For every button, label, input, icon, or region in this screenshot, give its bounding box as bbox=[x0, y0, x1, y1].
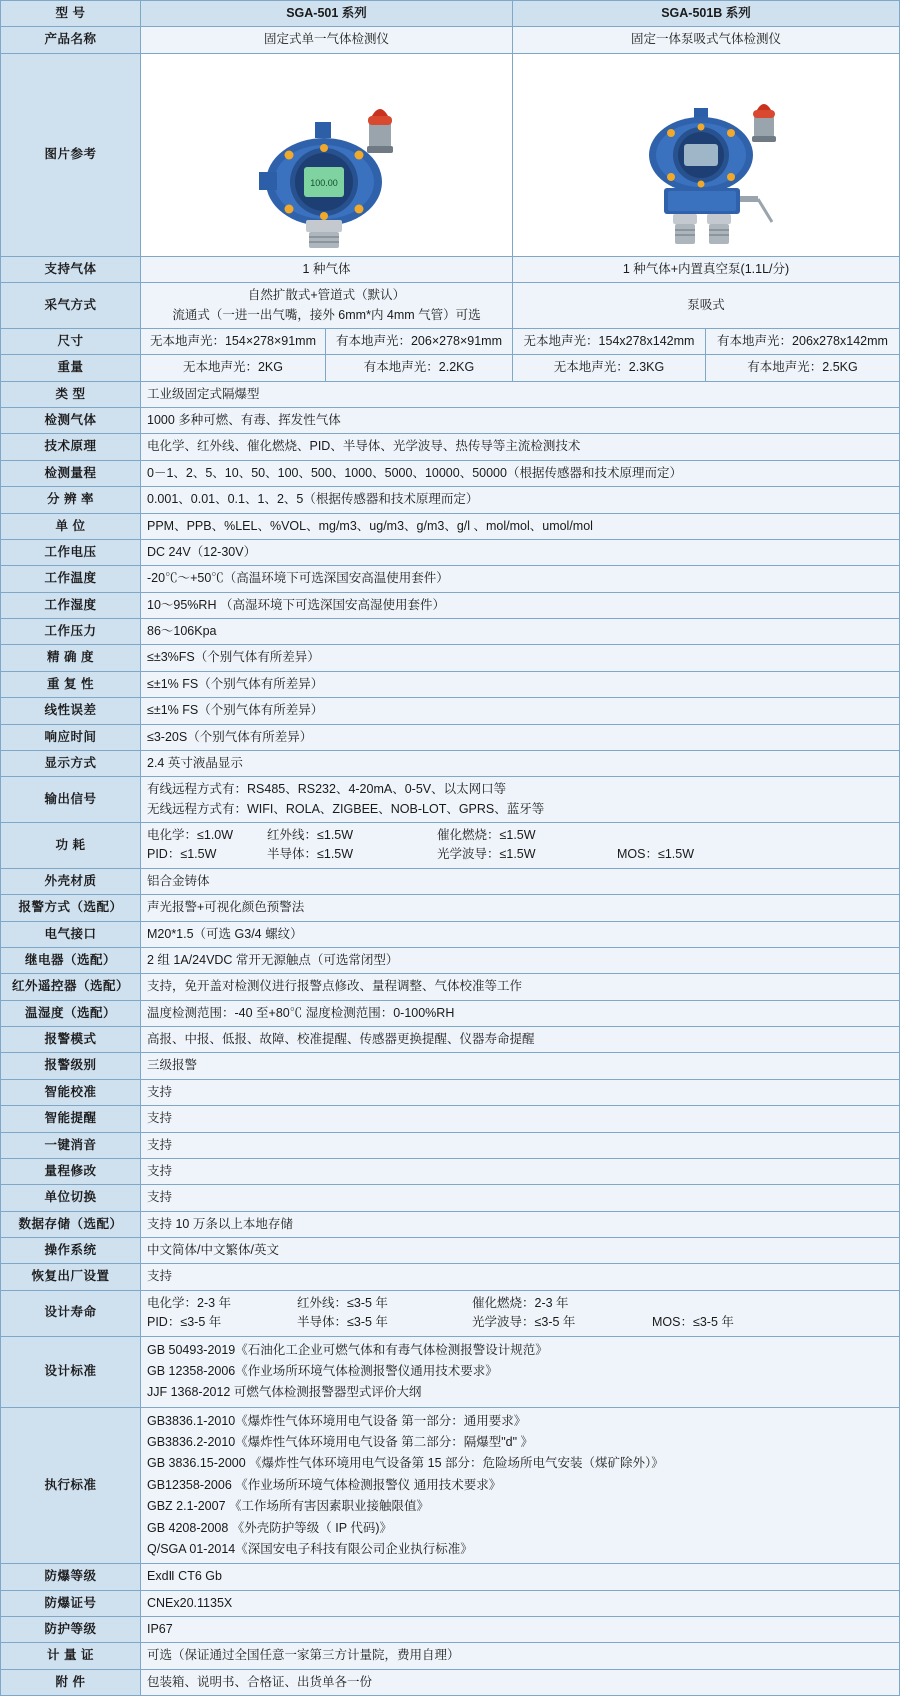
detector-illustration bbox=[197, 60, 457, 250]
power-line-2 bbox=[147, 845, 893, 864]
row-value: 0.001、0.01、0.1、1、2、5（根据传感器和技术原理而定） bbox=[141, 487, 900, 513]
row-value: -20℃～+50℃（高温环境下可选深国安高温使用套件） bbox=[141, 566, 900, 592]
product-name-col1: 固定式单一气体检测仪 bbox=[141, 27, 513, 53]
table-row-accuracy bbox=[1, 645, 900, 671]
life-key: 电化学： bbox=[147, 1295, 198, 1310]
table-row-operating-system bbox=[1, 1238, 900, 1264]
design-life-value bbox=[141, 1290, 900, 1336]
row-value: 支持 10 万条以上本地存储 bbox=[141, 1211, 900, 1237]
device-image-col1 bbox=[141, 53, 513, 256]
row-value: 2.4 英寸液晶显示 bbox=[141, 750, 900, 776]
row-label: 单位切换 bbox=[1, 1185, 141, 1211]
supported-gas-col1: 1 种气体 bbox=[141, 256, 513, 282]
supported-gas-col2: 1 种气体+内置真空泵(1.1L/分) bbox=[513, 256, 900, 282]
sampling-line-2: 流通式（一进一出气嘴，接外 6mm*内 4mm 气管）可选 bbox=[172, 307, 481, 322]
output-line-1: 有线远程方式有：RS485、RS232、4-20mA、0-5V、以太网口等 bbox=[147, 782, 507, 797]
power-val: ≤1.5W bbox=[317, 847, 354, 862]
table-row-execution-standards bbox=[1, 1407, 900, 1564]
power-val: ≤1.5W bbox=[180, 847, 217, 862]
table-row-humidity bbox=[1, 592, 900, 618]
product-name-col2: 固定一体泵吸式气体检测仪 bbox=[513, 27, 900, 53]
table-row-design-life bbox=[1, 1290, 900, 1336]
row-value: 支持 bbox=[141, 1158, 900, 1184]
table-row-unit-switch bbox=[1, 1185, 900, 1211]
row-label: 分 辨 率 bbox=[1, 487, 141, 513]
design-standards-value bbox=[141, 1336, 900, 1407]
row-value: 支持 bbox=[141, 1185, 900, 1211]
life-val: ≤3-5 年 bbox=[347, 1315, 388, 1330]
dimensions-b: 有本地声光：206×278×91mm bbox=[326, 328, 513, 354]
row-label: 智能校准 bbox=[1, 1079, 141, 1105]
row-label: 执行标准 bbox=[1, 1407, 141, 1564]
table-row-product-name bbox=[1, 27, 900, 53]
weight-a: 无本地声光：2KG bbox=[141, 355, 326, 381]
table-row-sampling-method bbox=[1, 283, 900, 329]
power-electrochemical bbox=[147, 826, 267, 845]
life-infrared bbox=[297, 1294, 472, 1313]
table-row-alarm-method bbox=[1, 895, 900, 921]
row-value: 86～106Kpa bbox=[141, 619, 900, 645]
life-optical bbox=[472, 1313, 652, 1332]
life-catalytic bbox=[472, 1294, 652, 1313]
table-row-measurement-cert bbox=[1, 1643, 900, 1669]
execution-standard-line: GB 3836.15-2000 《爆炸性气体环境用电气设备第 15 部分：危险场所电气安装（煤矿除外）》 bbox=[147, 1456, 664, 1471]
power-key: 电化学： bbox=[147, 828, 198, 842]
detector-pump-illustration bbox=[576, 60, 836, 250]
table-row-weight bbox=[1, 355, 900, 381]
row-value: 电化学、红外线、催化燃烧、PID、半导体、光学波导、热传导等主流检测技术 bbox=[141, 434, 900, 460]
row-label: 单 位 bbox=[1, 513, 141, 539]
power-key: PID： bbox=[147, 847, 181, 862]
row-label: 类 型 bbox=[1, 381, 141, 407]
sampling-method-col1 bbox=[141, 283, 513, 329]
table-row-alarm-mode bbox=[1, 1027, 900, 1053]
power-val: ≤1.5W bbox=[499, 847, 536, 862]
table-row-housing-material bbox=[1, 868, 900, 894]
row-value: 工业级固定式隔爆型 bbox=[141, 381, 900, 407]
life-val: ≤3-5 年 bbox=[347, 1295, 388, 1310]
row-value: IP67 bbox=[141, 1617, 900, 1643]
model-col2-header: SGA-501B 系列 bbox=[513, 1, 900, 27]
table-row-output-signal bbox=[1, 777, 900, 823]
power-key: 催化燃烧： bbox=[437, 828, 500, 842]
row-value: 支持 bbox=[141, 1106, 900, 1132]
row-value: 铝合金铸体 bbox=[141, 868, 900, 894]
row-label: 防爆证号 bbox=[1, 1590, 141, 1616]
row-label: 功 耗 bbox=[1, 823, 141, 869]
row-label: 工作压力 bbox=[1, 619, 141, 645]
table-row-accessories bbox=[1, 1669, 900, 1695]
table-row-range bbox=[1, 460, 900, 486]
life-key: 催化燃烧： bbox=[472, 1295, 535, 1310]
power-val: ≤1.5W bbox=[499, 828, 536, 842]
table-row-response-time bbox=[1, 724, 900, 750]
row-label: 继电器（选配） bbox=[1, 947, 141, 973]
row-value: ≤3-20S（个别气体有所差异） bbox=[141, 724, 900, 750]
row-label: 响应时间 bbox=[1, 724, 141, 750]
row-label: 工作湿度 bbox=[1, 592, 141, 618]
row-label: 红外遥控器（选配） bbox=[1, 974, 141, 1000]
row-label: 防护等级 bbox=[1, 1617, 141, 1643]
row-value: 中文简体/中文繁体/英文 bbox=[141, 1238, 900, 1264]
row-label: 电气接口 bbox=[1, 921, 141, 947]
row-value: DC 24V（12-30V） bbox=[141, 539, 900, 565]
table-row-repeatability bbox=[1, 671, 900, 697]
row-label: 一键消音 bbox=[1, 1132, 141, 1158]
life-electrochemical bbox=[147, 1294, 297, 1313]
life-key: 红外线： bbox=[297, 1295, 348, 1310]
table-row-electrical-interface bbox=[1, 921, 900, 947]
power-key: MOS： bbox=[617, 847, 658, 862]
table-row-dimensions bbox=[1, 328, 900, 354]
life-val: 2-3 年 bbox=[197, 1295, 232, 1310]
power-val: ≤1.5W bbox=[657, 847, 695, 862]
execution-standard-line: GB3836.1-2010《爆炸性气体环境用电气设备 第一部分：通用要求》 bbox=[147, 1413, 527, 1428]
power-val: ≤1.5W bbox=[317, 828, 354, 842]
row-label: 线性误差 bbox=[1, 698, 141, 724]
row-label: 输出信号 bbox=[1, 777, 141, 823]
row-label: 外壳材质 bbox=[1, 868, 141, 894]
row-label: 尺寸 bbox=[1, 328, 141, 354]
row-label: 计 量 证 bbox=[1, 1643, 141, 1669]
row-value: 声光报警+可视化颜色预警法 bbox=[141, 895, 900, 921]
row-label: 恢复出厂设置 bbox=[1, 1264, 141, 1290]
execution-standard-line: GB3836.2-2010《爆炸性气体环境用电气设备 第二部分：隔爆型"d" 》 bbox=[147, 1435, 534, 1449]
pump-suction-gas-detector-image bbox=[519, 57, 893, 253]
power-catalytic bbox=[437, 826, 617, 845]
table-row-temperature bbox=[1, 566, 900, 592]
weight-c: 无本地声光：2.3KG bbox=[513, 355, 706, 381]
power-pid bbox=[147, 845, 267, 864]
row-value: 0－1、2、5、10、50、100、500、1000、5000、10000、50000（根据传感器和技术原理而定） bbox=[141, 460, 900, 486]
row-value: 包装箱、说明书、合格证、出货单各一份 bbox=[141, 1669, 900, 1695]
row-value: 三级报警 bbox=[141, 1053, 900, 1079]
row-label: 支持气体 bbox=[1, 256, 141, 282]
dimensions-a: 无本地声光：154×278×91mm bbox=[141, 328, 326, 354]
life-mos bbox=[652, 1313, 893, 1332]
dimensions-d: 有本地声光：206x278x142mm bbox=[706, 328, 900, 354]
row-label: 工作电压 bbox=[1, 539, 141, 565]
output-line-2: 无线远程方式有：WIFI、ROLA、ZIGBEE、NOB-LOT、GPRS、蓝牙等 bbox=[147, 801, 545, 816]
row-value: PPM、PPB、%LEL、%VOL、mg/m3、ug/m3、g/m3、g/l 、mol/mol、umol/mol bbox=[141, 513, 900, 539]
row-value: CNEx20.1135X bbox=[141, 1590, 900, 1616]
row-label: 工作温度 bbox=[1, 566, 141, 592]
row-label: 量程修改 bbox=[1, 1158, 141, 1184]
power-blank bbox=[617, 826, 893, 845]
row-label: 报警模式 bbox=[1, 1027, 141, 1053]
table-row-pressure bbox=[1, 619, 900, 645]
power-optical bbox=[437, 845, 617, 864]
table-row-protection-grade bbox=[1, 1617, 900, 1643]
output-signal-value bbox=[141, 777, 900, 823]
row-label: 检测气体 bbox=[1, 408, 141, 434]
model-col1-header: SGA-501 系列 bbox=[141, 1, 513, 27]
row-value: ≤±1% FS（个别气体有所差异） bbox=[141, 671, 900, 697]
execution-standards-value bbox=[141, 1407, 900, 1564]
execution-standard-line: GBZ 2.1-2007 《工作场所有害因素职业接触限值》 bbox=[147, 1499, 429, 1514]
row-label: 型 号 bbox=[1, 1, 141, 27]
table-row-supported-gas bbox=[1, 256, 900, 282]
power-key: 光学波导： bbox=[437, 847, 500, 862]
row-label: 精 确 度 bbox=[1, 645, 141, 671]
svg-text:100.00: 100.00 bbox=[309, 177, 338, 188]
design-standard-line: GB 12358-2006《作业场所环境气体检测报警仪通用技术要求》 bbox=[147, 1363, 498, 1378]
row-value: 可选（保证通过全国任意一家第三方计量院，费用自理） bbox=[141, 1643, 900, 1669]
table-row-design-standards bbox=[1, 1336, 900, 1407]
table-row-alarm-level bbox=[1, 1053, 900, 1079]
table-row-power-consumption bbox=[1, 823, 900, 869]
row-label: 显示方式 bbox=[1, 750, 141, 776]
row-value: ≤±3%FS（个别气体有所差异） bbox=[141, 645, 900, 671]
life-blank bbox=[652, 1294, 893, 1313]
row-label: 智能提醒 bbox=[1, 1106, 141, 1132]
row-label: 设计寿命 bbox=[1, 1290, 141, 1336]
table-row-factory-reset bbox=[1, 1264, 900, 1290]
row-label: 操作系统 bbox=[1, 1238, 141, 1264]
table-row-resolution bbox=[1, 487, 900, 513]
row-value: 1000 多种可燃、有毒、挥发性气体 bbox=[141, 408, 900, 434]
table-row-header bbox=[1, 1, 900, 27]
life-key: 光学波导： bbox=[472, 1315, 535, 1330]
row-label: 报警级别 bbox=[1, 1053, 141, 1079]
row-value: 高报、中报、低报、故障、校准提醒、传感器更换提醒、仪器寿命提醒 bbox=[141, 1027, 900, 1053]
row-label: 温湿度（选配） bbox=[1, 1000, 141, 1026]
execution-standard-line: Q/SGA 01-2014《深国安电子科技有限公司企业执行标准》 bbox=[147, 1541, 473, 1556]
life-key: PID： bbox=[147, 1315, 181, 1330]
power-semiconductor bbox=[267, 845, 437, 864]
execution-standard-line: GB 4208-2008 《外壳防护等级（ IP 代码)》 bbox=[147, 1520, 392, 1535]
table-row-one-key-mute bbox=[1, 1132, 900, 1158]
weight-d: 有本地声光：2.5KG bbox=[706, 355, 900, 381]
sampling-method-col2: 泵吸式 bbox=[513, 283, 900, 329]
power-mos bbox=[617, 845, 893, 864]
table-row-technology bbox=[1, 434, 900, 460]
execution-standard-line: GB12358-2006 《作业场所环境气体检测报警仪 通用技术要求》 bbox=[147, 1477, 502, 1492]
table-row-type bbox=[1, 381, 900, 407]
row-value: 支持，免开盖对检测仪进行报警点修改、量程调整、气体校准等工作 bbox=[141, 974, 900, 1000]
dimensions-c: 无本地声光：154x278x142mm bbox=[513, 328, 706, 354]
power-key: 半导体： bbox=[267, 847, 318, 862]
row-value: ExdⅡ CT6 Gb bbox=[141, 1564, 900, 1590]
sampling-line-1: 自然扩散式+管道式（默认） bbox=[247, 288, 406, 303]
design-standard-line: JJF 1368-2012 可燃气体检测报警器型式评价大纲 bbox=[147, 1385, 422, 1400]
row-label: 技术原理 bbox=[1, 434, 141, 460]
row-value: ≤±1% FS（个别气体有所差异） bbox=[141, 698, 900, 724]
row-value: 10～95%RH （高湿环境下可选深国安高湿使用套件） bbox=[141, 592, 900, 618]
table-row-detect-gas bbox=[1, 408, 900, 434]
life-semiconductor bbox=[297, 1313, 472, 1332]
table-row-image-reference bbox=[1, 53, 900, 256]
row-label: 防爆等级 bbox=[1, 1564, 141, 1590]
life-val: 2-3 年 bbox=[534, 1295, 569, 1310]
row-value: 温度检测范围：-40 至+80℃ 湿度检测范围：0-100%RH bbox=[141, 1000, 900, 1026]
life-line-2 bbox=[147, 1313, 893, 1332]
row-label: 重量 bbox=[1, 355, 141, 381]
table-row-smart-calibration bbox=[1, 1079, 900, 1105]
row-label: 图片参考 bbox=[1, 53, 141, 256]
device-image-col2 bbox=[513, 53, 900, 256]
power-key: 红外线： bbox=[267, 828, 318, 842]
life-val: ≤3-5 年 bbox=[534, 1315, 576, 1330]
row-label: 数据存储（选配） bbox=[1, 1211, 141, 1237]
table-row-display bbox=[1, 750, 900, 776]
life-line-1 bbox=[147, 1294, 893, 1313]
design-standard-line: GB 50493-2019《石油化工企业可燃气体和有毒气体检测报警设计规范》 bbox=[147, 1342, 548, 1357]
row-label: 附 件 bbox=[1, 1669, 141, 1695]
power-consumption-value bbox=[141, 823, 900, 869]
row-value: M20*1.5（可选 G3/4 螺纹） bbox=[141, 921, 900, 947]
row-value: 支持 bbox=[141, 1132, 900, 1158]
table-row-smart-reminder bbox=[1, 1106, 900, 1132]
row-label: 产品名称 bbox=[1, 27, 141, 53]
life-key: 半导体： bbox=[297, 1315, 348, 1330]
table-row-relay bbox=[1, 947, 900, 973]
table-row-explosion-proof-grade bbox=[1, 1564, 900, 1590]
row-value: 支持 bbox=[141, 1079, 900, 1105]
weight-b: 有本地声光：2.2KG bbox=[326, 355, 513, 381]
power-val: ≤1.0W bbox=[197, 828, 234, 842]
row-value: 支持 bbox=[141, 1264, 900, 1290]
table-row-range-modify bbox=[1, 1158, 900, 1184]
row-label: 采气方式 bbox=[1, 283, 141, 329]
life-val: ≤3-5 年 bbox=[180, 1315, 222, 1330]
table-row-temp-humidity-option bbox=[1, 1000, 900, 1026]
life-key: MOS： bbox=[652, 1315, 693, 1330]
row-label: 重 复 性 bbox=[1, 671, 141, 697]
table-row-data-storage bbox=[1, 1211, 900, 1237]
row-label: 报警方式（选配） bbox=[1, 895, 141, 921]
table-row-explosion-proof-cert bbox=[1, 1590, 900, 1616]
life-pid bbox=[147, 1313, 297, 1332]
fixed-single-gas-detector-image bbox=[147, 57, 506, 253]
power-infrared bbox=[267, 826, 437, 845]
life-val: ≤3-5 年 bbox=[692, 1315, 734, 1330]
table-row-voltage bbox=[1, 539, 900, 565]
table-row-unit bbox=[1, 513, 900, 539]
table-row-ir-remote bbox=[1, 974, 900, 1000]
row-value: 2 组 1A/24VDC 常开无源触点（可选常闭型） bbox=[141, 947, 900, 973]
row-label: 设计标准 bbox=[1, 1336, 141, 1407]
table-row-linearity bbox=[1, 698, 900, 724]
row-label: 检测量程 bbox=[1, 460, 141, 486]
power-line-1 bbox=[147, 826, 893, 845]
